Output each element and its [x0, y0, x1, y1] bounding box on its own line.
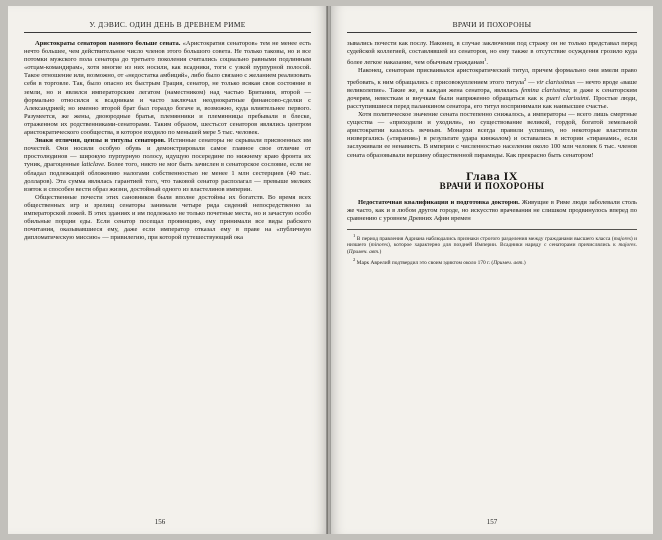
right-page: [331, 6, 653, 534]
left-page-number: 156: [154, 518, 166, 526]
left-column-text: [24, 40, 311, 242]
paragraph: Хотя политическое значение сената постепенно снижалось, а императоры — всего лишь смертные существа — «приходили и уходили», но существование великой, гордой, богатой земельной аристократии казалось вечным. Монархи всегда правили успешно, но некоторые властители низвергались («тирания») в результате удара кинжалом) и оставались в истории «тиранами», если заслуживали ее ненависть. В империи с численностью населения около 100 млн человек 6 тыс. членов сената образовывали вершину общественной пирамиды. Как прекрасно быть сенатором!: [347, 111, 637, 159]
right-running-head: ВРАЧИ И ПОХОРОНЫ: [452, 20, 532, 29]
paragraph: Недостаточная квалификация и подготовка докторов. Живущие в Риме люди заболевали столь же часто, как и в любом другом городе, но искусство врачевания не слишком продвинулось вперед по сравнению с уровнем Древних Афин времен: [347, 198, 637, 222]
paragraph: зывались почести как послу. Наконец, в случае заключения под стражу он не только представал перед судейской коллегией, составлявшей из сенаторов, но ему также в отсутствие осуждения грозило куда более легкое наказание, чем обычным гражданам$^1$.: [347, 40, 637, 67]
chapter-heading: [347, 168, 637, 191]
chapter-title: ВРАЧИ И ПОХОРОНЫ: [439, 180, 545, 191]
paragraph: Наконец, сенаторам присваивался аристократический титул, причем формально они имели право требовать, к ним обращались с присовокуплением этого титула$^2$ — vir clarissimus — нечто вроде «ваше великолепие». Такие же, и каждая жена сенатора, являлась femina clarissima; и даже к сенаторским дочерям, невесткам и внучкам были напряженно обращаться как к pueri clarissimi. Простые люди, расступившиеся перед паланкином сенатора, его титул воспринимали как наивысшее счастье.: [347, 67, 638, 110]
footnote: $^2$ Марк Аврелий подтвердил это своим эдиктом около 170 г. (Примеч. авт.): [353, 256, 526, 266]
header-rule-left: [24, 32, 311, 33]
footnotes: [347, 229, 637, 266]
chapter-number: Глава IX: [466, 168, 518, 183]
paragraph: Общественные почести этих сановников были вполне достойны их богатств. Во время всех общественных игр и зрелищ сенаторы занимали четыре ряда сидений непосредственно за императорской ложей. В этих зданиях и им подлежало не только почетные места, но и зачастую особо обильные порции еды. Если сенатор посещал провинцию, ему принимали все виды рабского почитания, оказывавшиеся ему, даже если император отказал ему в праве на «публичную дипломатическую миссию» — привилегию, при которой путешествующий ока: [24, 193, 311, 242]
left-page: [8, 6, 328, 534]
header-rule-right: [347, 32, 637, 33]
footnote: $^1$ В период правления Адриана наблюдались признаки строгого разделения между гражданами высшего класса (majores) и низшего (minores), которое характерно для поздней Империи. Всадники наряду с сенаторами причислялись к majores. (Примеч. авт.): [347, 233, 638, 256]
right-page-number: 157: [486, 518, 498, 526]
paragraph: Аристократы сенаторов намного больше сената. «Аристократия сенаторов» тем не менее есть нечто большее, чем действительное число членов этого большого совета. Не только таковы, но и все потомки мужского пола сенатора до третьего поколения считались социально равными подлинным «отцам-командирам», хотя многие из них носили, как всадники, тоги с узкой пурпурной полосой. Такое отношение или, возможно, от «недостатка амбиций», либо было связано с желанием реализовать себя в торговле. Так, было опасно их быстрым Грация, сенатор, не только всякая своя состояние в земли, но и являлся императорским легатом (наместником) над частью Британии, второй — формально относился к всадникам и часто заключал неоднократные финансово-сделки с Александрией; но именно второй брат был гораздо богаче и, возможно, куда влиятельнее первого. Разумеется, же жены, двоюродные братья, племянники и племянницы пребывали в блеске, отраженном их родственниками-сенаторами. Таким образом, шестьсот сенаторов являлись центром аристократического сообщества, в которое входило по меньшей мере 5 тыс. человек.: [24, 40, 311, 137]
left-running-head: У. ДЭВИС. ОДИН ДЕНЬ В ДРЕВНЕМ РИМЕ: [89, 20, 246, 29]
right-column-text: [347, 40, 637, 266]
paragraph: Знаки отличия, цензы и титулы сенаторов. Истинные сенаторы не скрывали присвоенных им почестей. Они носили особую обувь и демонстрировали самое главное свое отличие от простолюдинов — широкую пурпурную полосу, идущую посередине по нижнему краю фронта их туник, драгоценные laticlave. Более того, никто не мог быть зачислен в сенаторское сословие, если не обладал подлежащей обложению налогами собственностью не менее 1 млн сестерциев (40 тыс. долларов). Эта сумма являлась гарантией того, что таковой сенатор располагал — превыше мелких взяток и способен вести образ жизни, достойный одного из властелинов империи.: [24, 137, 311, 193]
